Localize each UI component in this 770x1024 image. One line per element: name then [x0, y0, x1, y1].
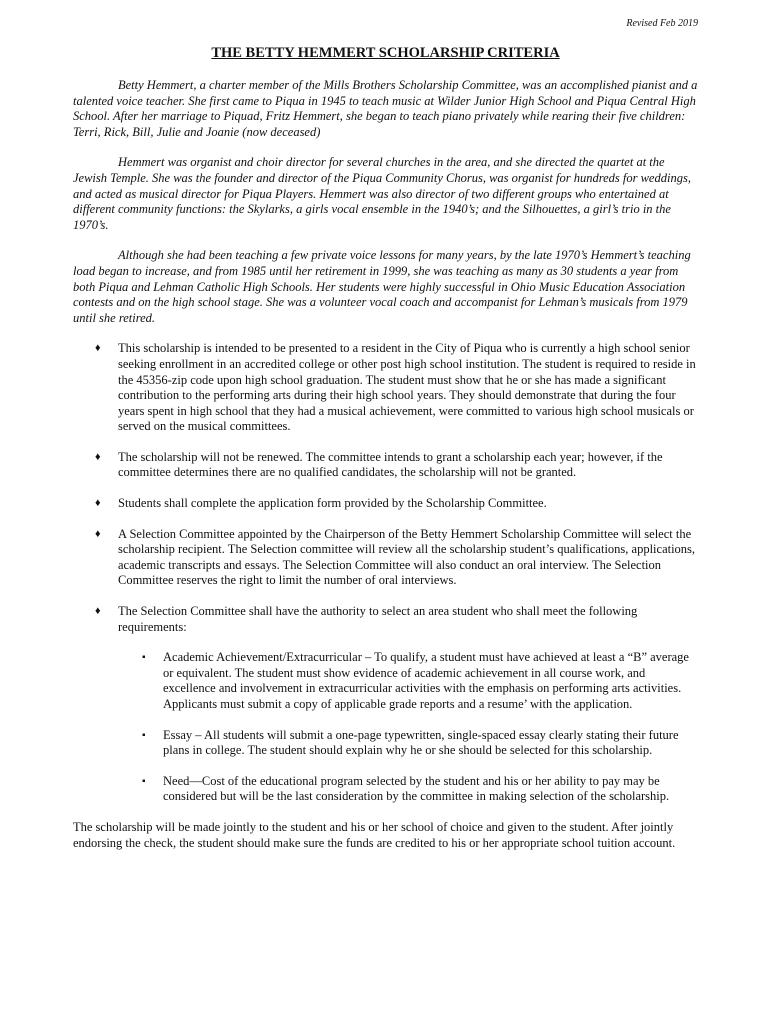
- requirement-text: Essay – All students will submit a one-page typewritten, single-spaced essay clearly stating their future plans in college. The student should explain why he or she should be selected for this scholarship.: [163, 727, 679, 758]
- diamond-bullet-icon: ♦: [95, 605, 101, 618]
- square-bullet-icon: ▪: [142, 652, 146, 664]
- square-bullet-icon: ▪: [142, 729, 146, 741]
- criteria-text: A Selection Committee appointed by the Chairperson of the Betty Hemmert Scholarship Committee will select the scholarship recipient. The Selection committee will review all the scholarship student’s qualifications, applications, academic transcripts and essays. The Selection Committee will also conduct an oral interview. The Selection Committee reserves the right to limit the number of oral interviews.: [118, 526, 696, 588]
- criteria-text: The scholarship will not be renewed. The committee intends to grant a scholarship each year; however, if the committee determines there are no qualified candidates, the scholarship will not be granted.: [118, 449, 663, 480]
- requirement-item: [118, 728, 698, 759]
- criteria-item: [73, 450, 698, 481]
- intro-paragraph: Betty Hemmert, a charter member of the Mills Brothers Scholarship Committee, was an accomplished pianist and a talented voice teacher. She first came to Piqua in 1945 to teach music at Wilder Junior High School and Piqua Central High School. After her marriage to Piquad, Fritz Hemmert, she began to teach piano privately while rearing their five children: Terri, Rick, Bill, Julie and Joanie (now deceased): [73, 78, 698, 139]
- criteria-list: [73, 341, 698, 805]
- diamond-bullet-icon: ♦: [95, 450, 101, 463]
- criteria-item: [73, 527, 698, 589]
- revision-date: Revised Feb 2019: [626, 18, 698, 29]
- intro-section: [73, 78, 698, 326]
- requirements-list: [118, 650, 698, 805]
- criteria-text: Students shall complete the application form provided by the Scholarship Committee.: [118, 496, 547, 511]
- criteria-text: The Selection Committee shall have the authority to select an area student who shall meet the following requirements:: [118, 604, 638, 634]
- criteria-item: [73, 341, 698, 435]
- diamond-bullet-icon: ♦: [95, 342, 101, 355]
- requirement-item: [118, 774, 698, 805]
- square-bullet-icon: ▪: [142, 775, 146, 787]
- requirement-text: Need—Cost of the educational program selected by the student and his or her ability to pay may be considered but will be the last consideration by the committee in making selection of the scholarship.: [163, 773, 670, 804]
- page-title: THE BETTY HEMMERT SCHOLARSHIP CRITERIA: [211, 45, 560, 61]
- requirement-text: Academic Achievement/Extracurricular – To qualify, a student must have achieved at least a “B” average or equivalent. The student must show evidence of academic achievement in all course work, and excellence and involvement in extracurricular activities with the emphasis on performing arts activities. Applicants must submit a copy of applicable grade reports and a resume’ with the application.: [163, 650, 689, 711]
- diamond-bullet-icon: ♦: [95, 527, 101, 540]
- closing-paragraph: The scholarship will be made jointly to the student and his or her school of choice and given to the student. After jointly endorsing the check, the student should make sure the funds are credited to his or her appropriate school tuition account.: [73, 819, 676, 850]
- criteria-item: [73, 604, 698, 805]
- criteria-text: This scholarship is intended to be presented to a resident in the City of Piqua who is currently a high school senior seeking enrollment in an accredited college or other post high school institution. The student is required to reside in the 45356-zip code upon high school graduation. The student must show that he or she has made a significant contribution to the performing arts during their high school years. They should demonstrate that during the four years spent in high school that they had a musical achievement, were committed to various high school musicals or served on the musical committees.: [118, 341, 696, 434]
- diamond-bullet-icon: ♦: [95, 497, 101, 510]
- intro-paragraph: Although she had been teaching a few private voice lessons for many years, by the late 1970’s Hemmert’s teaching load began to increase, and from 1985 until her retirement in 1999, she was teaching as many as 30 students a year from both Piqua and Lehman Catholic High Schools. Her students were highly successful in Ohio Music Education Association contests and on the high school stage. She was a volunteer vocal coach and accompanist for Lehman’s musicals from 1979 until she retired.: [73, 248, 691, 325]
- intro-paragraph: Hemmert was organist and choir director for several churches in the area, and she directed the quartet at the Jewish Temple. She was the founder and director of the Piqua Community Chorus, was organist for hundreds for weddings, and acted as musical director for Piqua Players. Hemmert was also director of two different groups who entertained at different community functions: the Skylarks, a girls vocal ensemble in the 1940’s; and the Silhouettes, a girl’s trio in the 1970’s.: [73, 155, 691, 232]
- criteria-item: [73, 496, 698, 512]
- requirement-item: [118, 650, 698, 712]
